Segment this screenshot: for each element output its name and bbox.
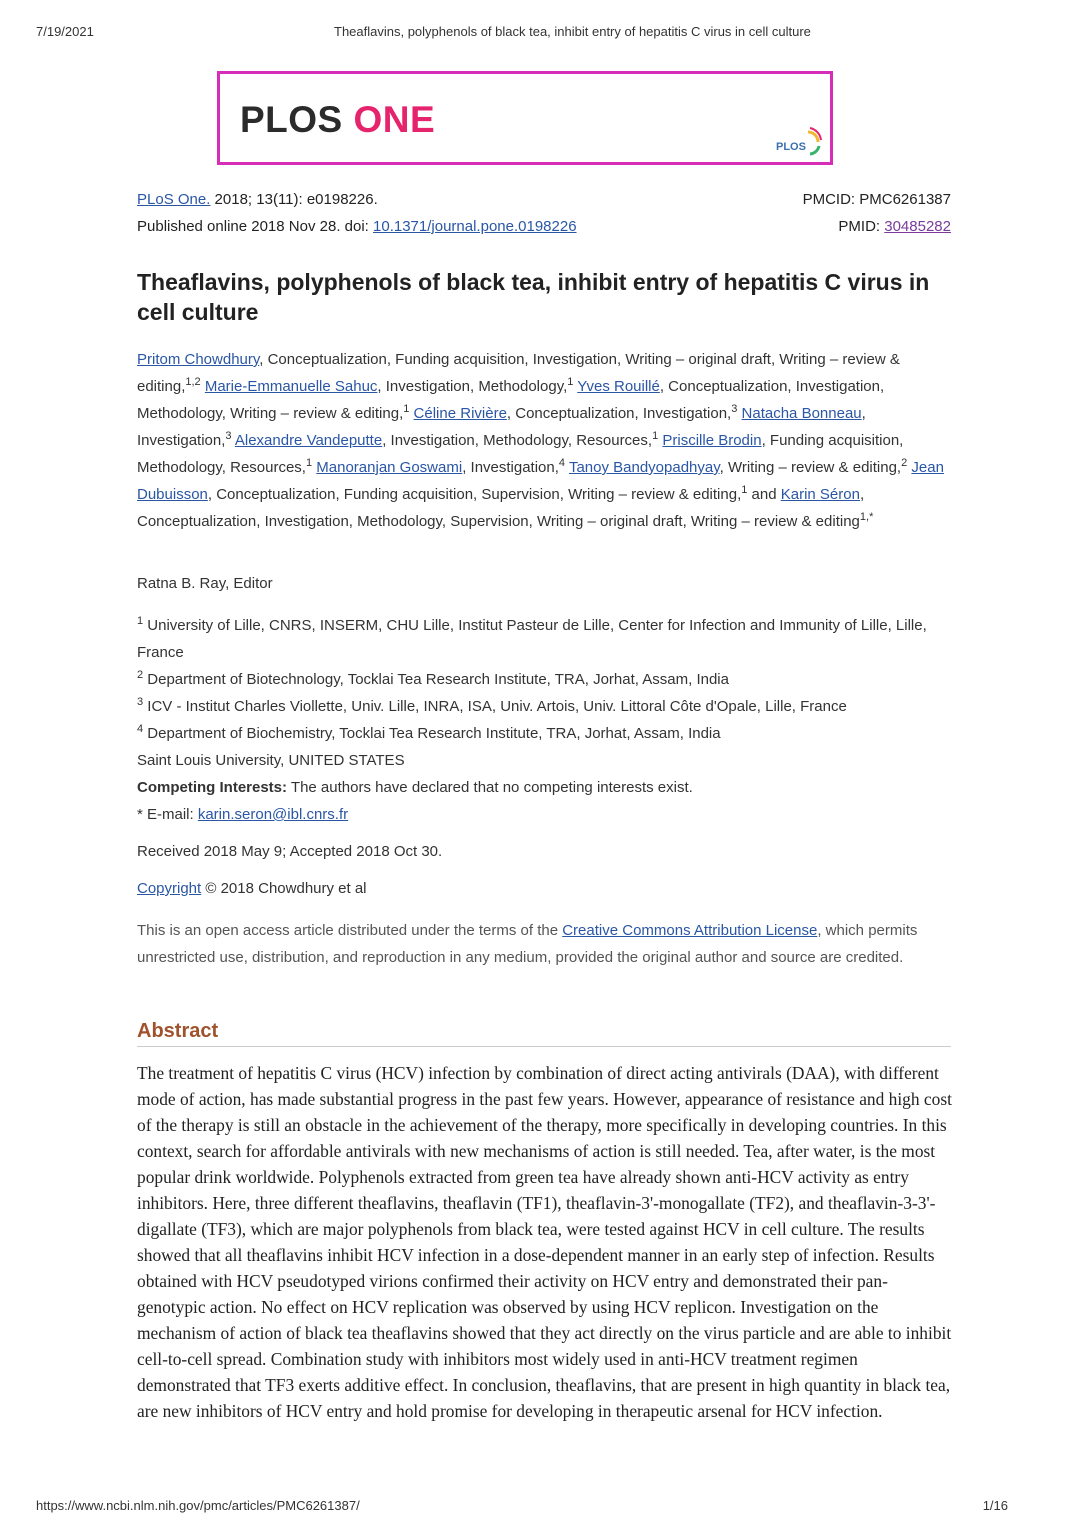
footer-url: https://www.ncbi.nlm.nih.gov/pmc/articles/PMC6261387/ [36, 1498, 360, 1513]
plos-logo-icon [774, 126, 822, 156]
author-link[interactable]: Jean Dubuisson [137, 459, 944, 503]
copyright-link[interactable]: Copyright [137, 880, 202, 897]
email-line: * E-mail: karin.seron@ibl.cnrs.fr [137, 806, 349, 823]
pmid-line [838, 218, 951, 235]
affiliation-item: $^3$ ICV - Institut Charles Viollette, Univ. Lille, INRA, ISA, Univ. Artois, Univ. Littoral Côte d'Opale, Lille, France [137, 696, 847, 715]
affiliation-item: $^2$ Department of Biotechnology, Tocklai Tea Research Institute, TRA, Jorhat, Assam, India [137, 669, 729, 688]
author-link[interactable]: Manoranjan Goswami [316, 459, 463, 476]
journal-wordmark [240, 99, 435, 141]
pmid-label: PMID: [838, 218, 885, 235]
print-date: 7/19/2021 [36, 24, 94, 39]
author-link[interactable]: Marie-Emmanuelle Sahuc [204, 378, 378, 395]
author-list: Pritom Chowdhury, Conceptualization, Funding acquisition, Investigation, Writing – original draft, Writing – review & editing,$^{1,2}$ Marie-Emmanuelle Sahuc, Investigation, Methodology,$^1$ Yves Rouillé, Conceptualization, Investigation, Methodology, Writing – review & editing,$^1$ Céline Rivière, Conceptualization, Investigation,$^3$ Natacha Bonneau, Investigation,$^3$ Alexandre Vandeputte, Investigation, Methodology, Resources,$^1$ Priscille Brodin, Funding acquisition, Methodology, Resources,$^1$ Manoranjan Goswami, Investigation,$^4$ Tanoy Bandyopadhyay, Writing – review & editing,$^2$ Jean Dubuisson, Conceptualization, Funding acquisition, Supervision, Writing – review & editing,$^1$ and Karin Séron, Conceptualization, Investigation, Methodology, Supervision, Writing – original draft, Writing – review & editing$^{1,*}$ [137, 351, 944, 530]
pmcid: PMCID: PMC6261387 [802, 191, 951, 208]
published-line [137, 218, 577, 235]
email-link[interactable]: karin.seron@ibl.cnrs.fr [197, 806, 349, 823]
affiliation-list [137, 612, 947, 828]
page-number: 1/16 [982, 1498, 1008, 1513]
abstract-heading: Abstract [137, 1020, 951, 1047]
author-link[interactable]: Priscille Brodin [662, 432, 762, 449]
received-dates: Received 2018 May 9; Accepted 2018 Oct 30. [137, 843, 443, 860]
citation-line [137, 191, 378, 208]
license-link[interactable]: Creative Commons Attribution License [562, 922, 818, 939]
abstract-text: The treatment of hepatitis C virus (HCV) infection by combination of direct acting antivirals (DAA), with different mode of action, has made substantial progress in the past few years. However, appearance of resistance and high cost of the therapy is still an obstacle in the achievement of the therapy, more specifically in developing countries. In this context, search for affordable antivirals with new mechanisms of action is still needed. Tea, after water, is the most popular drink worldwide. Polyphenols extracted from green tea have already shown anti-HCV activity as entry inhibitors. Here, three different theaflavins, theaflavin (TF1), theaflavin-3'-monogallate (TF2), and theaflavin-3-3'-digallate (TF3), which are major polyphenols from black tea, were tested against HCV in cell culture. The results showed that all theaflavins inhibit HCV infection in a dose-dependent manner in an early step of infection. Results obtained with HCV pseudotyped virions confirmed their activity on HCV entry and demonstrated their pan-genotypic action. No effect on HCV replication was observed by using HCV replicon. Investigation on the mechanism of action of black tea theaflavins showed that they act directly on the virus particle and are able to inhibit cell-to-cell spread. Combination study with inhibitors most widely used in anti-HCV treatment regimen demonstrated that TF3 exerts additive effect. In conclusion, theaflavins, that are present in high quantity in black tea, are new inhibitors of HCV entry and hold promise for developing in therapeutic arsenal for HCV infection. [137, 1063, 952, 1421]
journal-banner[interactable] [217, 71, 833, 165]
author-link[interactable]: Céline Rivière [413, 405, 507, 422]
doi-link[interactable]: 10.1371/journal.pone.0198226 [373, 218, 577, 235]
editor: Ratna B. Ray, Editor [137, 575, 273, 592]
print-title: Theaflavins, polyphenols of black tea, inhibit entry of hepatitis C virus in cell culture [334, 24, 811, 39]
author-link[interactable]: Tanoy Bandyopadhyay [568, 459, 720, 476]
author-link[interactable]: Yves Rouillé [577, 378, 660, 395]
svg-text:PLOS: PLOS [776, 141, 806, 153]
print-header [36, 24, 870, 44]
affiliation-item: $^4$ Department of Biochemistry, Tocklai Tea Research Institute, TRA, Jorhat, Assam, India [137, 723, 721, 742]
brand-one: ONE [353, 99, 436, 140]
author-link[interactable]: Alexandre Vandeputte [234, 432, 383, 449]
citation-details: 2018; 13(11): e0198226. [210, 191, 378, 208]
affiliation-item: $^1$ University of Lille, CNRS, INSERM, CHU Lille, Institut Pasteur de Lille, Center for Infection and Immunity of Lille, Lille, France [137, 615, 927, 661]
author-link[interactable]: Karin Séron [780, 486, 860, 503]
journal-link[interactable]: PLoS One. [137, 191, 211, 208]
author-link[interactable]: Pritom Chowdhury [137, 351, 260, 368]
brand-plos: PLOS [240, 99, 343, 140]
competing-interests: Competing Interests: The authors have declared that no competing interests exist. [137, 779, 693, 796]
article-title: Theaflavins, polyphenols of black tea, inhibit entry of hepatitis C virus in cell culture [137, 269, 930, 325]
published-prefix: Published online 2018 Nov 28. doi: [137, 218, 374, 235]
license-statement: This is an open access article distributed under the terms of the Creative Commons Attribution License, which permits unrestricted use, distribution, and reproduction in any medium, provided the original author and source are credited. [137, 922, 918, 966]
pmid-link[interactable]: 30485282 [884, 218, 951, 235]
author-link[interactable]: Natacha Bonneau [741, 405, 862, 422]
copyright-line: Copyright © 2018 Chowdhury et al [137, 880, 367, 897]
editor-affiliation: Saint Louis University, UNITED STATES [137, 752, 405, 769]
